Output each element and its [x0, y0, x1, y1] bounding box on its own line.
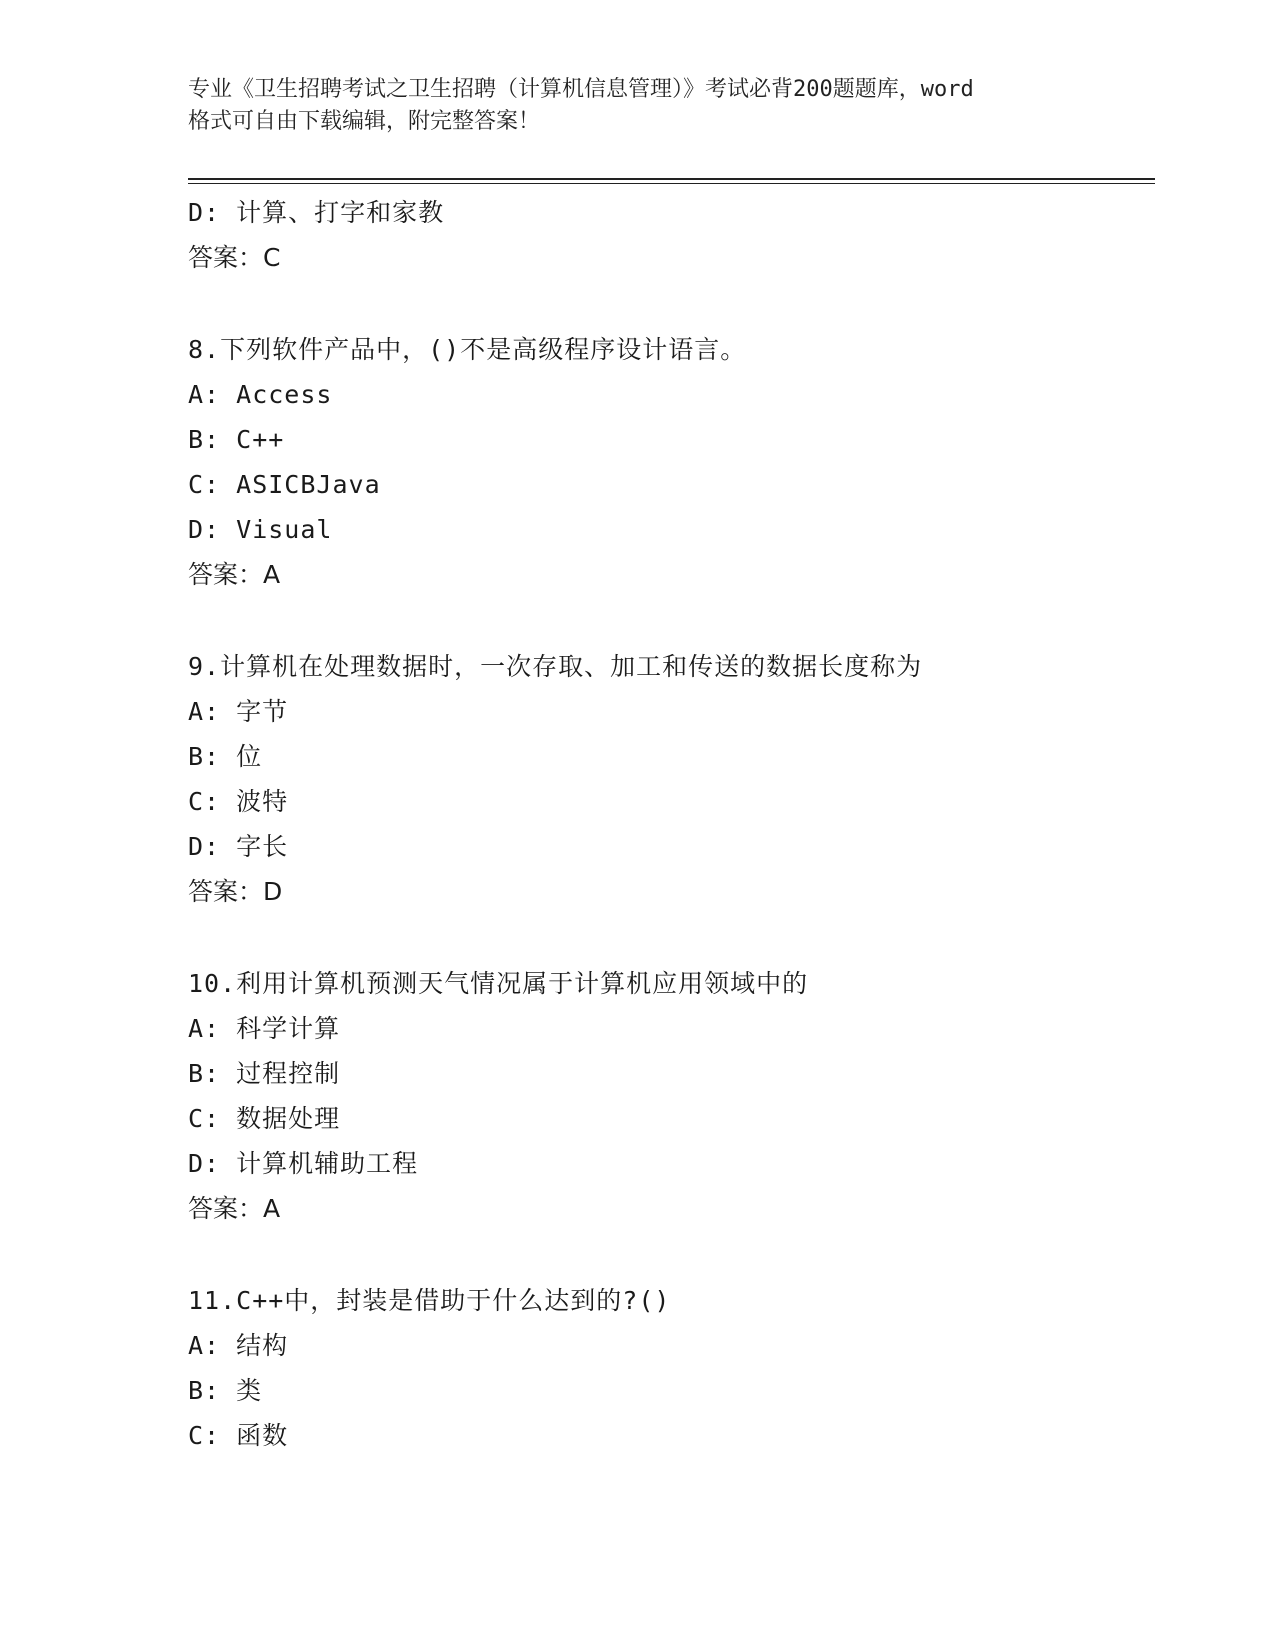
option-d: D: 计算机辅助工程: [188, 1149, 419, 1178]
option-b: B: 位: [188, 742, 263, 771]
spacer: [188, 280, 1155, 327]
question-stem: 9.计算机在处理数据时，一次存取、加工和传送的数据长度称为: [188, 652, 923, 681]
option-c: C: 函数: [188, 1421, 289, 1450]
answer-line: 答案：A: [188, 1194, 281, 1223]
question-block-10: [188, 961, 1155, 1231]
question-block-9: [188, 644, 1155, 914]
header-divider-thin: [188, 183, 1155, 184]
option-a: A: 科学计算: [188, 1014, 341, 1043]
answer-line: 答案：A: [188, 560, 281, 589]
header-divider-thick: [188, 178, 1155, 180]
option-c: C: 波特: [188, 787, 289, 816]
question-block-8: [188, 327, 1155, 597]
header-line-2: 格式可自由下载编辑，附完整答案！: [188, 109, 541, 134]
answer-line: 答案：C: [188, 243, 281, 272]
header-line-1: 专业《卫生招聘考试之卫生招聘（计算机信息管理）》考试必背200题题库，word: [188, 77, 974, 102]
option-a: A: 结构: [188, 1331, 289, 1360]
spacer: [188, 597, 1155, 644]
document-header: [188, 74, 1088, 138]
option-d: D: 计算、打字和家教: [188, 198, 445, 227]
option-b: B: 类: [188, 1376, 263, 1405]
answer-line: 答案：D: [188, 877, 283, 906]
spacer: [188, 914, 1155, 961]
option-c: C: ASICBJava: [188, 470, 381, 499]
option-d: D: Visual: [188, 515, 333, 544]
question-stem: 11.C++中，封装是借助于什么达到的?(): [188, 1286, 671, 1315]
option-b: B: 过程控制: [188, 1059, 341, 1088]
question-block-11: [188, 1278, 1155, 1458]
option-c: C: 数据处理: [188, 1104, 341, 1133]
question-stem: 8.下列软件产品中，()不是高级程序设计语言。: [188, 335, 747, 364]
question-list: [188, 190, 1155, 1458]
spacer: [188, 1231, 1155, 1278]
option-a: A: Access: [188, 380, 333, 409]
question-stem: 10.利用计算机预测天气情况属于计算机应用领域中的: [188, 969, 809, 998]
option-d: D: 字长: [188, 832, 289, 861]
option-b: B: C++: [188, 425, 285, 454]
option-a: A: 字节: [188, 697, 289, 726]
